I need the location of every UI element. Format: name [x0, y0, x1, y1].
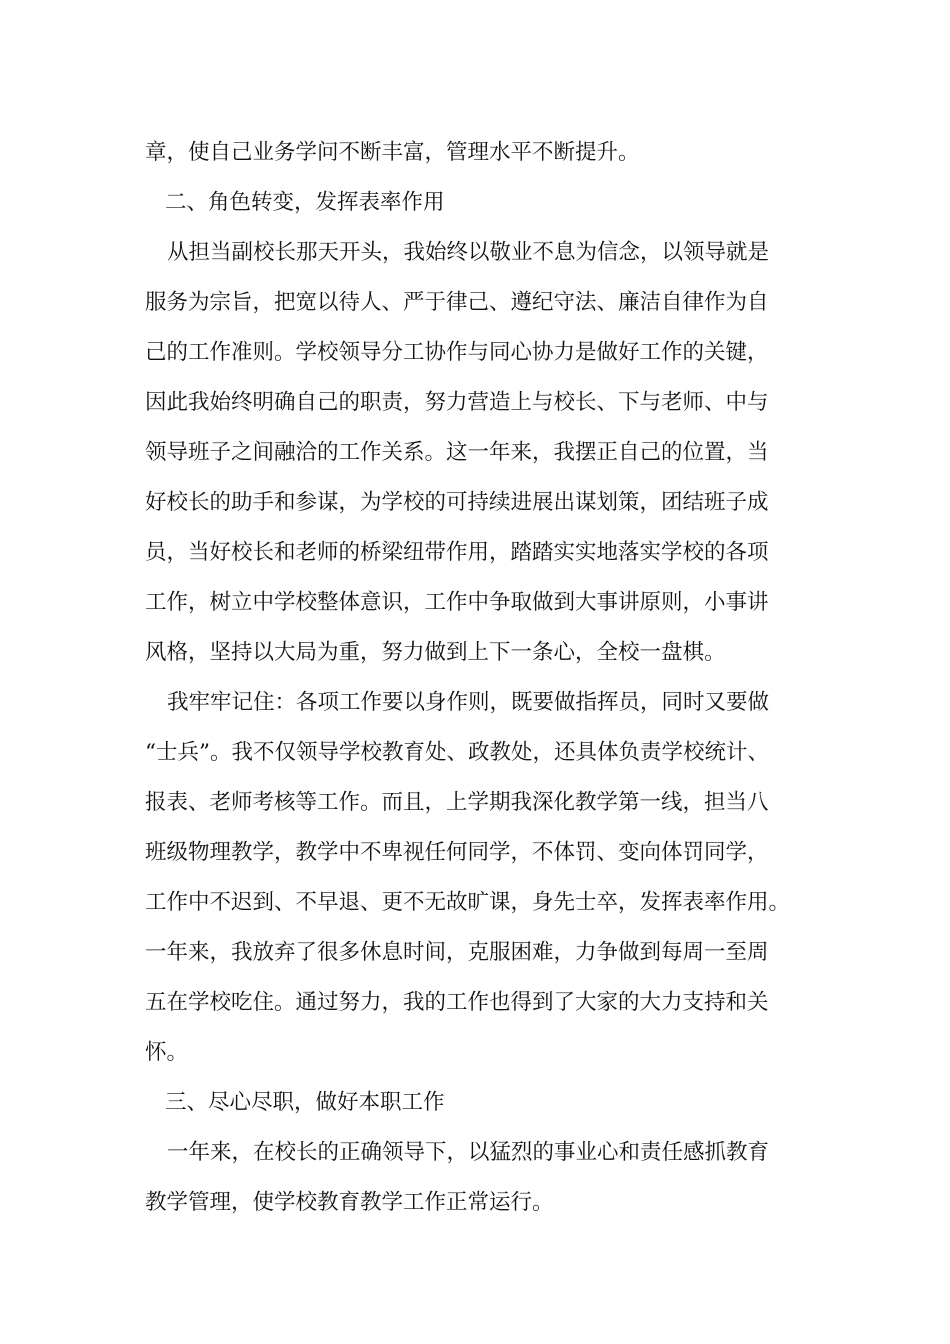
- paragraph-line: 好校长的助手和参谋，为学校的可持续进展出谋划策，团结班子成: [145, 490, 769, 515]
- paragraph-line: 员，当好校长和老师的桥梁纽带作用，踏踏实实地落实学校的各项: [145, 540, 769, 565]
- paragraph-line: 领导班子之间融洽的工作关系。这一年来，我摆正自己的位置，当: [145, 440, 769, 465]
- section-heading-2: 二、角色转变，发挥表率作用: [165, 190, 445, 215]
- paragraph-line: 五在学校吃住。通过努力，我的工作也得到了大家的大力支持和关: [145, 990, 769, 1015]
- paragraph-line: 己的工作准则。学校领导分工协作与同心协力是做好工作的关键，: [145, 340, 769, 365]
- paragraph-line: 一年来，我放弃了很多休息时间，克服困难，力争做到每周一至周: [145, 940, 769, 965]
- paragraph-line: “士兵”。我不仅领导学校教育处、政教处，还具体负责学校统计、: [145, 740, 769, 765]
- paragraph-line: 从担当副校长那天开头，我始终以敬业不息为信念，以领导就是: [167, 240, 770, 265]
- paragraph-line: 服务为宗旨，把宽以待人、严于律己、遵纪守法、廉洁自律作为自: [145, 290, 769, 315]
- paragraph-line: 我牢牢记住：各项工作要以身作则，既要做指挥员，同时又要做: [167, 690, 770, 715]
- document-body: [145, 128, 830, 1228]
- paragraph-line: 怀。: [145, 1040, 189, 1065]
- section-heading-3: 三、尽心尽职，做好本职工作: [165, 1090, 445, 1115]
- paragraph-line: 工作，树立中学校整体意识，工作中争取做到大事讲原则，小事讲: [145, 590, 769, 615]
- paragraph-line: 班级物理教学，教学中不卑视任何同学，不体罚、变向体罚同学，: [145, 840, 769, 865]
- paragraph-line: 风格，坚持以大局为重，努力做到上下一条心，全校一盘棋。: [145, 640, 726, 665]
- paragraph-line: 因此我始终明确自己的职责，努力营造上与校长、下与老师、中与: [145, 390, 769, 415]
- paragraph-line: 教学管理，使学校教育教学工作正常运行。: [145, 1190, 554, 1215]
- paragraph-line: 工作中不迟到、不早退、更不无故旷课，身先士卒，发挥表率作用。: [145, 890, 791, 915]
- paragraph-line: 一年来，在校长的正确领导下，以猛烈的事业心和责任感抓教育: [167, 1140, 770, 1165]
- paragraph-line: 报表、老师考核等工作。而且，上学期我深化教学第一线，担当八: [145, 790, 769, 815]
- paragraph-line: 章，使自己业务学问不断丰富，管理水平不断提升。: [145, 140, 640, 165]
